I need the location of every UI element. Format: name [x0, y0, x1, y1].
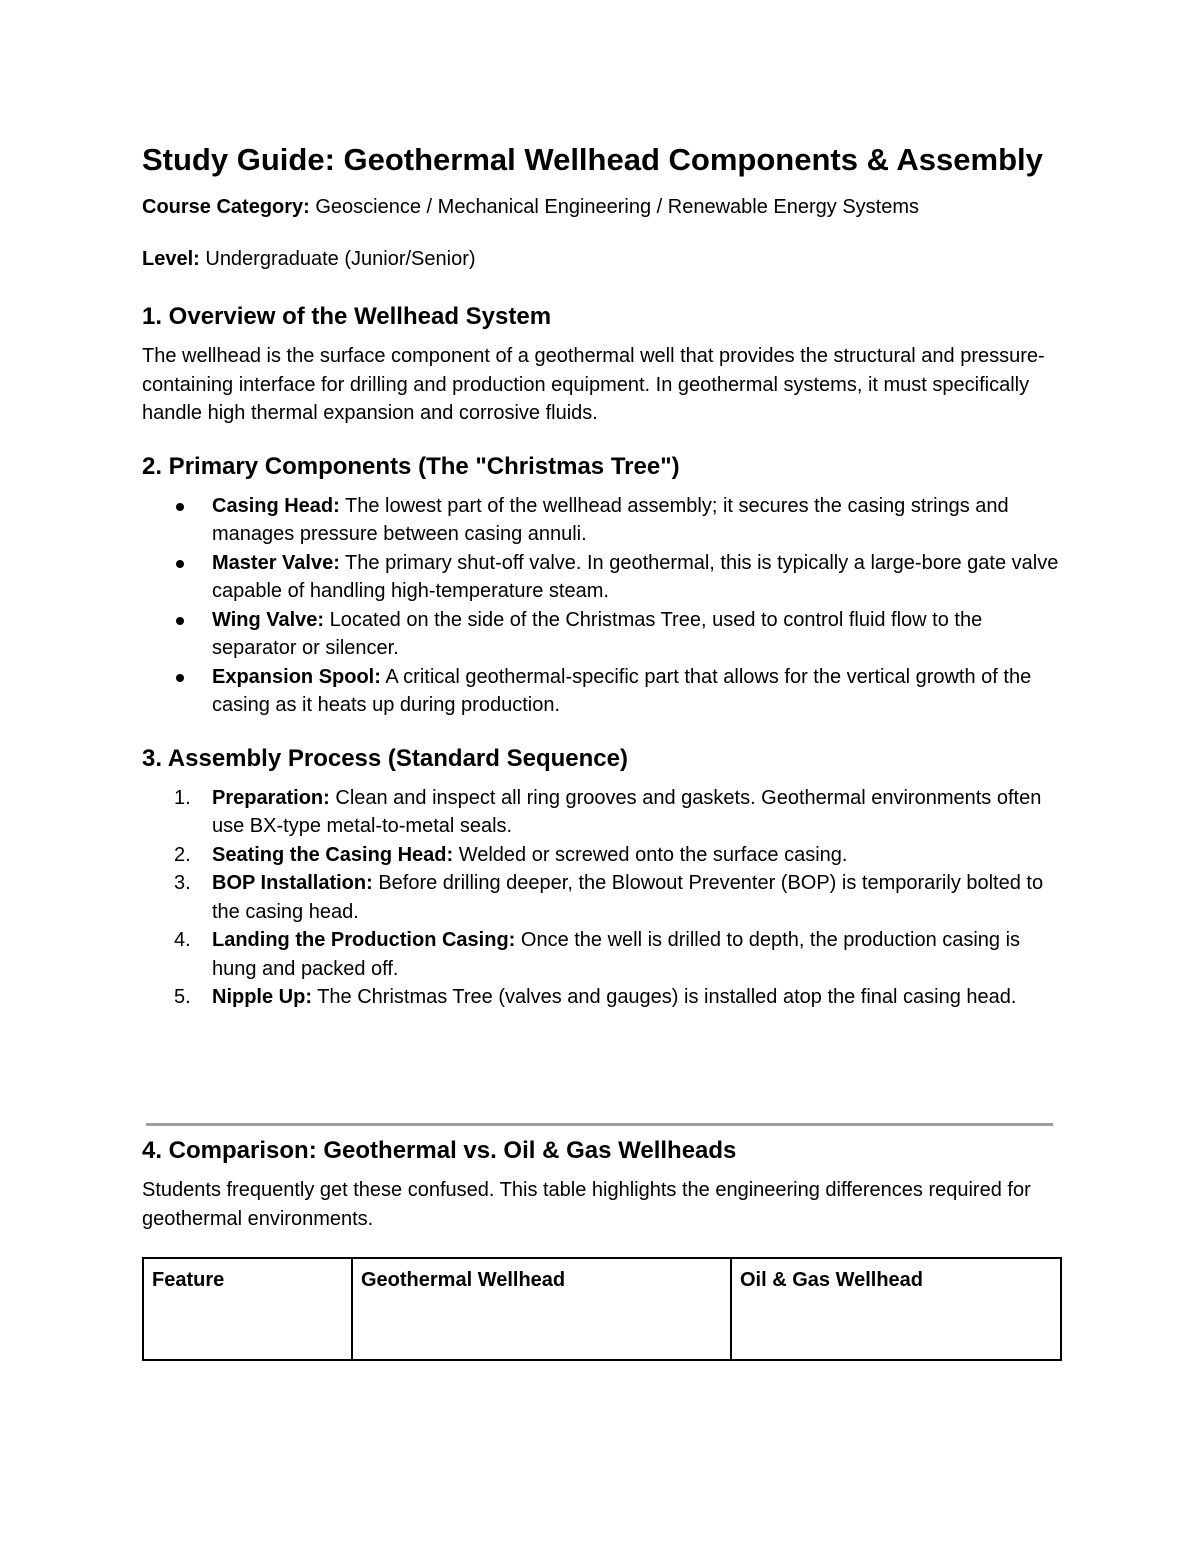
component-text: Located on the side of the Christmas Tree, used to control fluid flow to the separator or silencer.: [212, 608, 983, 659]
bullet-icon: [176, 674, 184, 682]
table-header-geothermal: Geothermal Wellhead: [352, 1258, 731, 1360]
course-level-value: Undergraduate (Junior/Senior): [199, 248, 476, 270]
step-text: The Christmas Tree (valves and gauges) is installed atop the final casing head.: [312, 986, 1017, 1008]
bullet-icon: [176, 560, 184, 568]
horizontal-divider: [146, 1123, 1053, 1126]
course-level-label: Level:: [142, 248, 200, 270]
bullet-icon: [176, 617, 184, 625]
list-item: [142, 983, 1060, 1012]
component-term: Casing Head:: [212, 494, 340, 517]
document-title: Study Guide: Geothermal Wellhead Components & Assembly: [142, 142, 1043, 177]
list-item: [142, 663, 1060, 720]
table-header-feature: Feature: [143, 1258, 352, 1360]
section-4-body: Students frequently get these confused. This table highlights the engineering differences required for geothermal environments.: [142, 1179, 1031, 1230]
component-term: Expansion Spool:: [212, 665, 381, 688]
step-number: 2.: [174, 843, 191, 866]
step-term: BOP Installation:: [212, 872, 373, 894]
list-item: [142, 549, 1060, 606]
step-number: 4.: [174, 929, 191, 951]
list-item: [142, 841, 1060, 870]
section-1-heading: 1. Overview of the Wellhead System: [142, 303, 552, 330]
step-number: 1.: [174, 786, 191, 809]
step-term: Nipple Up:: [212, 986, 312, 1008]
list-item: [142, 492, 1060, 549]
step-term: Seating the Casing Head:: [212, 843, 454, 866]
step-text: Once the well is drilled to depth, the production casing is hung and packed off.: [212, 929, 1021, 980]
course-level: [142, 246, 1060, 272]
component-term: Master Valve:: [212, 551, 340, 574]
component-text: The primary shut-off valve. In geothermal, this is typically a large-bore gate valve capable of handling high-temperature steam.: [212, 551, 1059, 602]
step-text: Before drilling deeper, the Blowout Preventer (BOP) is temporarily bolted to the casing head.: [212, 872, 1044, 923]
list-item: [142, 869, 1060, 926]
list-item: [142, 784, 1060, 841]
section-1-body: The wellhead is the surface component of a geothermal well that provides the structural and pressure-containing interface for drilling and production equipment. In geothermal systems, it must specifically handle high thermal expansion and corrosive fluids.: [142, 345, 1045, 424]
assembly-steps-list: [142, 784, 1060, 1012]
component-text: A critical geothermal-specific part that allows for the vertical growth of the casing as it heats up during production.: [212, 665, 1032, 716]
section-4-heading: 4. Comparison: Geothermal vs. Oil & Gas Wellheads: [142, 1137, 737, 1164]
section-4: [142, 1136, 1060, 1233]
document-page: [142, 138, 1060, 1012]
step-number: 5.: [174, 986, 191, 1008]
bullet-icon: [176, 503, 184, 511]
course-category-label: Course Category:: [142, 196, 310, 218]
table-header-oil-gas: Oil & Gas Wellhead: [731, 1258, 1061, 1360]
step-number: 3.: [174, 872, 191, 894]
list-item: [142, 926, 1060, 983]
step-term: Preparation:: [212, 786, 330, 809]
step-text: Welded or screwed onto the surface casing.: [453, 843, 848, 866]
components-list: [142, 492, 1060, 720]
section-2-heading: 2. Primary Components (The "Christmas Tree"): [142, 452, 680, 480]
table-header-row: [143, 1258, 1061, 1360]
component-term: Wing Valve:: [212, 608, 325, 631]
comparison-table: [142, 1257, 1062, 1361]
component-text: The lowest part of the wellhead assembly; it secures the casing strings and manages pressure between casing annuli.: [212, 494, 1009, 545]
course-category: [142, 194, 1060, 220]
step-text: Clean and inspect all ring grooves and gaskets. Geothermal environments often use BX-type metal-to-metal seals.: [212, 786, 1042, 837]
step-term: Landing the Production Casing:: [212, 929, 516, 951]
list-item: [142, 606, 1060, 663]
course-category-value: Geoscience / Mechanical Engineering / Renewable Energy Systems: [309, 196, 920, 218]
section-3-heading: 3. Assembly Process (Standard Sequence): [142, 744, 628, 772]
